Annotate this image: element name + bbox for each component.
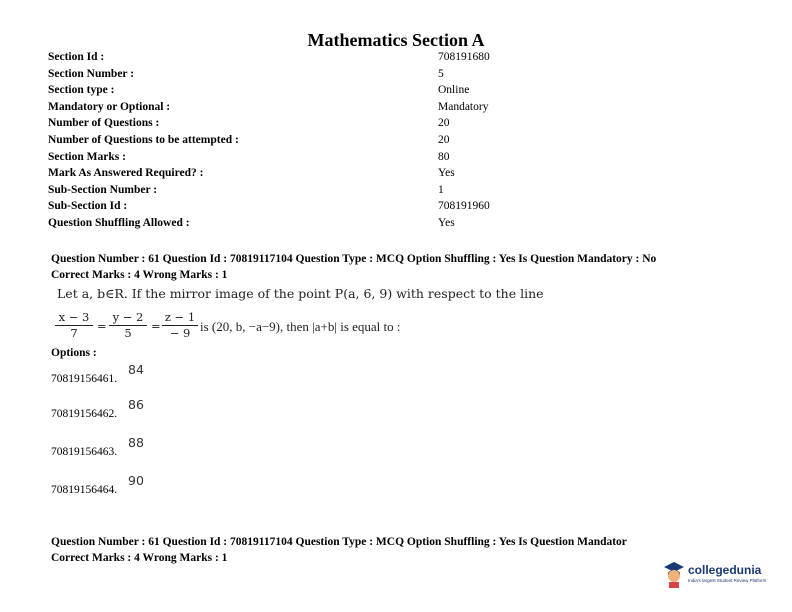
meta-row (48, 217, 548, 234)
option-item[interactable] (51, 435, 144, 458)
option-value: 90 (128, 473, 144, 488)
meta-value: 20 (438, 117, 450, 130)
fraction-denominator: 7 (70, 326, 78, 340)
fraction-denominator: 5 (124, 326, 132, 340)
question-info-line: Question Number : 61 Question Id : 70819117104 Question Type : MCQ Option Shuffling : Yes Is Question Mandator (51, 536, 627, 548)
meta-label: Sub-Section Id : (48, 200, 128, 213)
page-title: Mathematics Section A (307, 30, 485, 50)
meta-row (48, 167, 548, 184)
fraction-numerator: x − 3 (55, 310, 93, 326)
meta-value: 5 (438, 67, 444, 80)
option-value: 88 (128, 435, 144, 450)
meta-label: Section type : (48, 84, 115, 97)
logo-name: collegedunia (688, 563, 762, 577)
meta-value: Online (438, 84, 470, 97)
meta-value: 708191960 (438, 200, 490, 213)
meta-label: Section Marks : (48, 150, 126, 163)
meta-label: Number of Questions : (48, 117, 160, 130)
fraction-x (55, 310, 93, 341)
option-value: 84 (128, 362, 144, 377)
question-header (51, 251, 656, 283)
option-id: 70819156463. (51, 446, 118, 458)
graduate-icon (662, 560, 686, 588)
next-question-header (51, 534, 627, 566)
question-text-tail: is (20, b, −a−9), then |a+b| is equal to : (200, 319, 401, 334)
fraction-numerator: y − 2 (109, 310, 147, 326)
option-id: 70819156462. (51, 408, 118, 420)
options-label: Options : (51, 347, 97, 359)
meta-value: Yes (438, 167, 455, 180)
option-value: 86 (128, 397, 144, 412)
meta-row (48, 117, 548, 134)
fraction-z (162, 310, 198, 341)
meta-label: Question Shuffling Allowed : (48, 216, 190, 229)
question-info-line: Question Number : 61 Question Id : 70819117104 Question Type : MCQ Option Shuffling : Yes Is Question Mandatory : No (51, 253, 657, 265)
line-equation (55, 310, 575, 346)
meta-row (48, 68, 548, 85)
meta-value: 20 (438, 133, 450, 146)
meta-row (48, 184, 548, 201)
meta-label: Number of Questions to be attempted : (48, 133, 239, 146)
fraction-y (109, 310, 147, 341)
option-item[interactable] (51, 473, 144, 496)
meta-row (48, 151, 548, 168)
fraction-denominator: − 9 (169, 326, 191, 340)
option-id: 70819156461. (51, 373, 118, 385)
meta-row (48, 51, 548, 68)
meta-label: Sub-Section Number : (48, 183, 158, 196)
meta-value: 1 (438, 183, 444, 196)
logo-tagline: India's largest Student Review Platform (688, 578, 767, 583)
meta-value: 80 (438, 150, 450, 163)
equals-sign: = (97, 319, 107, 333)
meta-label: Section Id : (48, 51, 105, 63)
meta-label: Section Number : (48, 67, 135, 80)
meta-row (48, 84, 548, 101)
fraction-numerator: z − 1 (162, 310, 198, 326)
meta-label: Mark As Answered Required? : (48, 167, 204, 180)
meta-value: Yes (438, 216, 455, 229)
question-marks-line: Correct Marks : 4 Wrong Marks : 1 (51, 269, 228, 281)
option-id: 70819156464. (51, 484, 118, 496)
meta-value: Mandatory (438, 100, 489, 113)
section-meta (48, 51, 548, 234)
question-text: Let a, b∈R. If the mirror image of the point P(a, 6, 9) with respect to the line (57, 286, 544, 301)
collegedunia-logo (662, 558, 790, 592)
option-item[interactable] (51, 397, 144, 420)
question-marks-line: Correct Marks : 4 Wrong Marks : 1 (51, 552, 228, 564)
meta-row (48, 101, 548, 118)
meta-value: 708191680 (438, 51, 490, 63)
meta-row (48, 134, 548, 151)
meta-row (48, 200, 548, 217)
option-item[interactable] (51, 362, 144, 385)
meta-label: Mandatory or Optional : (48, 100, 171, 113)
equals-sign: = (151, 319, 161, 333)
